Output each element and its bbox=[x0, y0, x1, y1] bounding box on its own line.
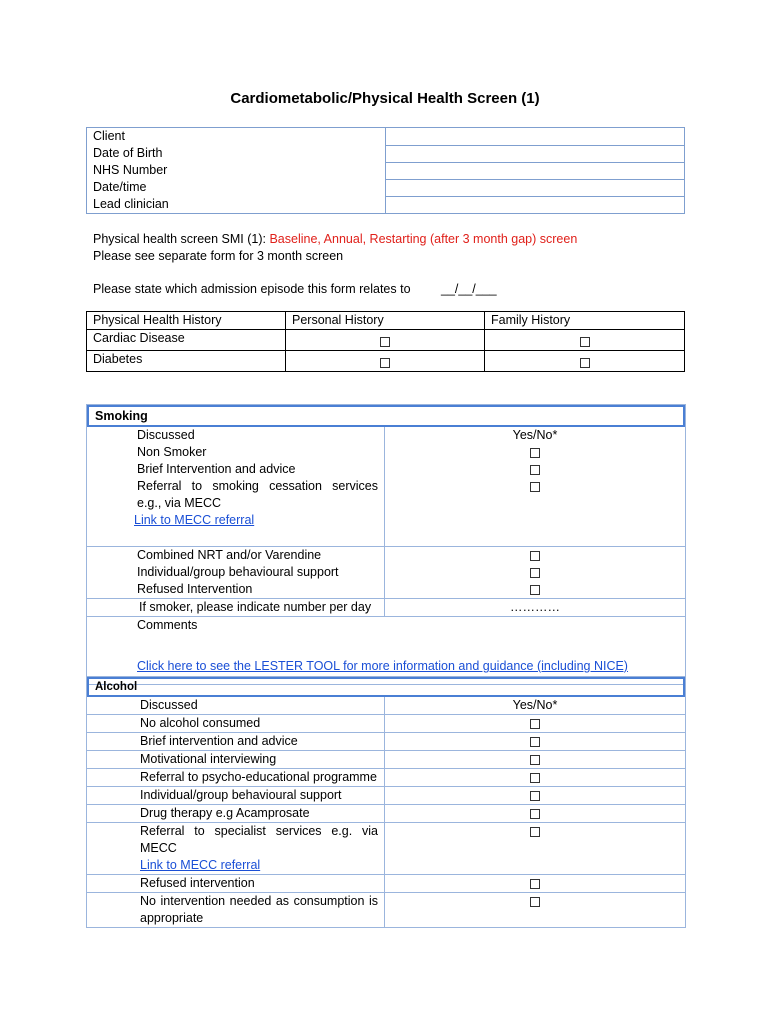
alcohol-title: Alcohol bbox=[87, 677, 685, 697]
checkbox[interactable] bbox=[530, 448, 540, 458]
admission-episode-label: Please state which admission episode this form relates to bbox=[93, 282, 411, 296]
smoking-title: Smoking bbox=[87, 405, 685, 427]
list-item bbox=[87, 786, 685, 804]
per-day-field[interactable]: ………… bbox=[510, 600, 560, 614]
client-field[interactable] bbox=[386, 128, 685, 146]
checkbox[interactable] bbox=[530, 737, 540, 747]
per-day-row bbox=[87, 598, 685, 616]
history-header-personal: Personal History bbox=[286, 312, 485, 330]
smoking-discussed-row bbox=[87, 427, 685, 444]
list-item bbox=[87, 822, 685, 874]
checkbox[interactable] bbox=[530, 482, 540, 492]
smoking-referral-label: Referral to smoking cessation services e.g., via MECC bbox=[137, 479, 378, 510]
smoking-mecc-link[interactable]: Link to MECC referral bbox=[134, 513, 255, 527]
checkbox[interactable] bbox=[580, 358, 590, 368]
dob-field[interactable] bbox=[386, 145, 685, 162]
alcohol-refused-label: Refused intervention bbox=[87, 875, 385, 892]
checkbox[interactable] bbox=[530, 719, 540, 729]
diabetes-label: Diabetes bbox=[87, 351, 286, 372]
checkbox[interactable] bbox=[530, 465, 540, 475]
nhs-number-label: NHS Number bbox=[87, 162, 386, 179]
list-item bbox=[87, 750, 685, 768]
list-item bbox=[87, 478, 685, 546]
cardiac-personal-cell bbox=[286, 330, 485, 351]
refused-intervention-label: Refused Intervention bbox=[87, 581, 385, 598]
page-title: Cardiometabolic/Physical Health Screen (1) bbox=[230, 90, 540, 107]
admission-episode-field[interactable]: __/__/___ bbox=[441, 282, 497, 296]
alcohol-discussed-label: Discussed bbox=[87, 697, 385, 714]
cardiac-family-cell bbox=[485, 330, 685, 351]
list-item bbox=[87, 804, 685, 822]
list-item bbox=[87, 581, 685, 598]
list-item bbox=[87, 546, 685, 564]
alcohol-behavioural-support-label: Individual/group behavioural support bbox=[87, 787, 385, 804]
referral-cell bbox=[87, 478, 385, 546]
lead-clinician-label: Lead clinician bbox=[87, 196, 386, 214]
checkbox[interactable] bbox=[530, 585, 540, 595]
diabetes-family-cell bbox=[485, 351, 685, 372]
no-intervention-label: No intervention needed as consumption is appropriate bbox=[87, 893, 385, 927]
comments-label: Comments bbox=[137, 618, 198, 632]
smoking-discussed-label: Discussed bbox=[87, 427, 385, 444]
checkbox[interactable] bbox=[580, 337, 590, 347]
checkbox[interactable] bbox=[530, 897, 540, 907]
alcohol-mecc-link[interactable]: Link to MECC referral bbox=[140, 858, 261, 872]
nrt-label: Combined NRT and/or Varendine bbox=[87, 547, 385, 564]
checkbox[interactable] bbox=[380, 337, 390, 347]
lester-tool-link[interactable]: Click here to see the LESTER TOOL for more information and guidance (including NICE) bbox=[137, 659, 628, 673]
screen-type-prefix: Physical health screen SMI (1): bbox=[93, 232, 270, 246]
specialist-referral-label: Referral to specialist services e.g. via MECC bbox=[140, 824, 378, 855]
specialist-referral-cell bbox=[87, 823, 385, 874]
list-item bbox=[87, 714, 685, 732]
per-day-label: If smoker, please indicate number per day bbox=[87, 599, 385, 616]
comments-row bbox=[87, 616, 685, 684]
drug-therapy-label: Drug therapy e.g Acamprosate bbox=[87, 805, 385, 822]
history-header-family: Family History bbox=[485, 312, 685, 330]
list-item bbox=[87, 874, 685, 892]
behavioural-support-label: Individual/group behavioural support bbox=[87, 564, 385, 581]
smoking-yes-no-label: Yes/No* bbox=[512, 428, 558, 442]
list-item bbox=[87, 892, 685, 927]
checkbox[interactable] bbox=[530, 755, 540, 765]
alcohol-section bbox=[86, 676, 686, 928]
motivational-interviewing-label: Motivational interviewing bbox=[87, 751, 385, 768]
checkbox[interactable] bbox=[530, 568, 540, 578]
history-table bbox=[86, 311, 685, 372]
checkbox[interactable] bbox=[380, 358, 390, 368]
checkbox[interactable] bbox=[530, 827, 540, 837]
diabetes-personal-cell bbox=[286, 351, 485, 372]
nhs-number-field[interactable] bbox=[386, 162, 685, 179]
dob-label: Date of Birth bbox=[87, 145, 386, 162]
separate-form-note: Please see separate form for 3 month screen bbox=[93, 249, 344, 263]
psycho-educational-label: Referral to psycho-educational programme bbox=[87, 769, 385, 786]
checkbox[interactable] bbox=[530, 809, 540, 819]
list-item bbox=[87, 564, 685, 581]
datetime-label: Date/time bbox=[87, 179, 386, 196]
history-header-physical: Physical Health History bbox=[87, 312, 286, 330]
alcohol-yes-no-label: Yes/No* bbox=[512, 698, 558, 712]
smoking-section bbox=[86, 404, 686, 685]
no-alcohol-label: No alcohol consumed bbox=[87, 715, 385, 732]
brief-intervention-label: Brief Intervention and advice bbox=[87, 461, 385, 478]
list-item bbox=[87, 444, 685, 461]
list-item bbox=[87, 732, 685, 750]
cardiac-disease-label: Cardiac Disease bbox=[87, 330, 286, 351]
client-label: Client bbox=[87, 128, 386, 146]
non-smoker-label: Non Smoker bbox=[87, 444, 385, 461]
alcohol-brief-intervention-label: Brief intervention and advice bbox=[87, 733, 385, 750]
checkbox[interactable] bbox=[530, 773, 540, 783]
checkbox[interactable] bbox=[530, 791, 540, 801]
datetime-field[interactable] bbox=[386, 179, 685, 196]
screen-type-options: Baseline, Annual, Restarting (after 3 month gap) screen bbox=[269, 232, 578, 246]
checkbox[interactable] bbox=[530, 551, 540, 561]
lead-clinician-field[interactable] bbox=[386, 196, 685, 214]
list-item bbox=[87, 768, 685, 786]
alcohol-discussed-row bbox=[87, 697, 685, 714]
checkbox[interactable] bbox=[530, 879, 540, 889]
screen-type-line bbox=[93, 231, 733, 248]
patient-info-table bbox=[86, 127, 685, 214]
list-item bbox=[87, 461, 685, 478]
